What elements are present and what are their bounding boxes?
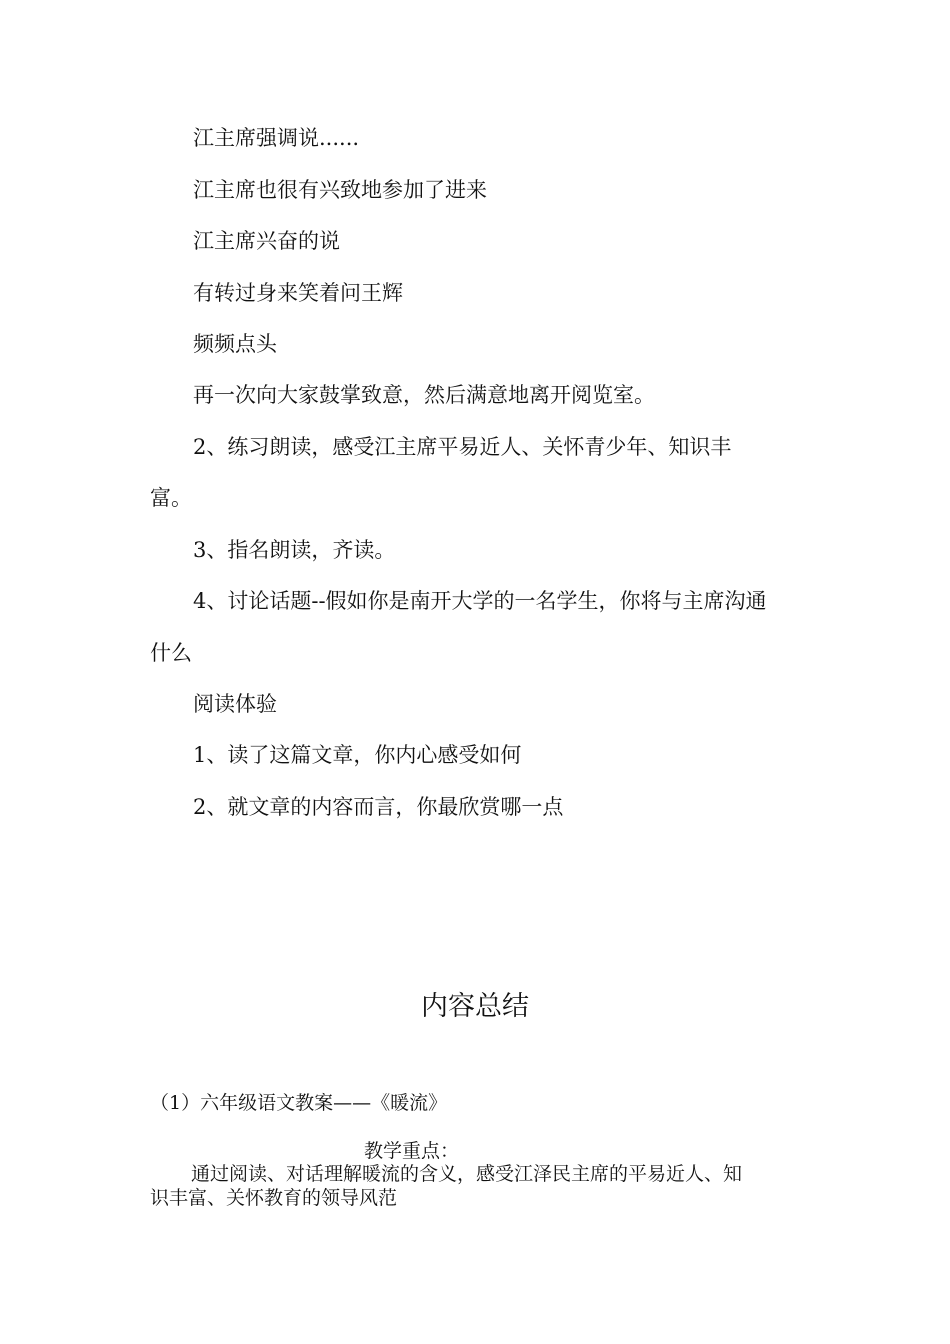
paragraph-line: 2、就文章的内容而言，你最欣赏哪一点 [193,795,564,819]
summary-title: 内容总结 [421,991,529,1022]
focus-text-line: 识丰富、关怀教育的领导风范 [150,1187,398,1209]
paragraph-line: 江主席兴奋的说 [193,229,340,253]
summary-item-heading: （1）六年级语文教案——《暖流》 [150,1092,448,1114]
paragraph-line: 3、指名朗读，齐读。 [193,538,396,562]
paragraph-line: 富。 [150,486,192,510]
paragraph-line: 有转过身来笑着问王辉 [193,281,403,305]
paragraph-line: 2、练习朗读，感受江主席平易近人、关怀青少年、知识丰 [193,435,732,459]
focus-label: 教学重点： [364,1140,460,1162]
paragraph-line: 频频点头 [193,332,277,356]
paragraph-line: 阅读体验 [193,692,277,716]
paragraph-line: 再一次向大家鼓掌致意，然后满意地离开阅览室。 [193,383,655,407]
focus-text-line: 通过阅读、对话理解暖流的含义，感受江泽民主席的平易近人、知 [191,1163,743,1185]
paragraph-line: 1、读了这篇文章，你内心感受如何 [193,743,522,767]
paragraph-line: 4、讨论话题--假如你是南开大学的一名学生，你将与主席沟通 [193,589,767,613]
paragraph-line: 江主席强调说...... [193,126,360,150]
paragraph-line: 什么 [150,641,192,665]
paragraph-line: 江主席也很有兴致地参加了进来 [193,178,487,202]
